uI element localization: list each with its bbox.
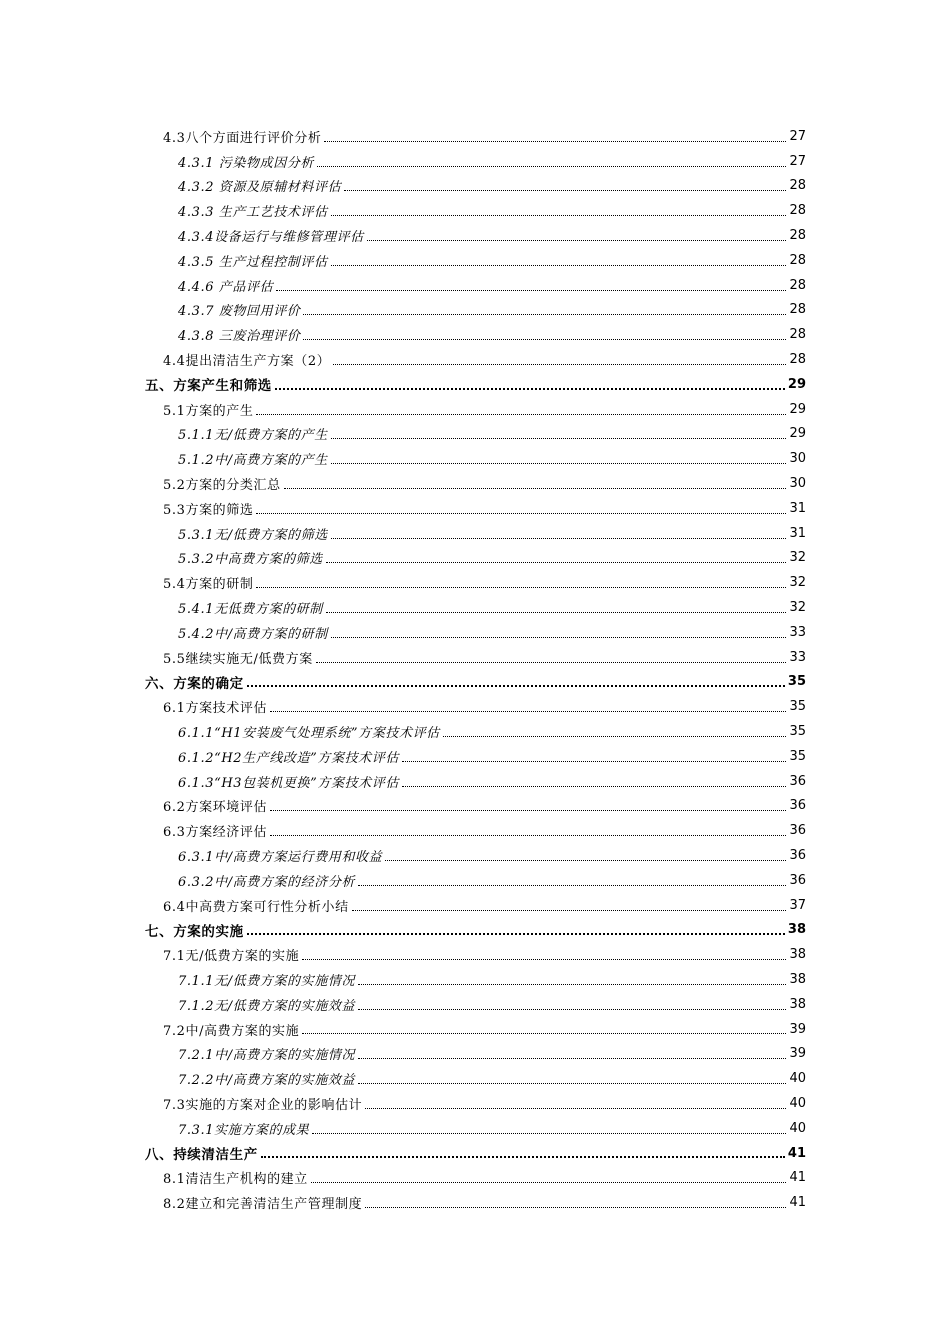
toc-page-number: 27	[789, 128, 806, 144]
toc-dot-leader	[358, 984, 786, 985]
toc-page-number: 36	[789, 773, 806, 789]
toc-dot-leader	[331, 463, 787, 464]
toc-dot-leader	[402, 786, 786, 787]
toc-page-number: 38	[789, 971, 806, 987]
toc-entry-title: 6.2方案环境评估	[163, 800, 268, 816]
toc-page-number: 28	[789, 203, 806, 219]
toc-page-number: 28	[789, 352, 806, 368]
toc-entry[interactable]	[0, 1141, 950, 1166]
toc-entry-title: 5.4.2中/高费方案的研制	[178, 626, 328, 642]
toc-dot-leader	[358, 1058, 786, 1059]
toc-entry[interactable]	[0, 248, 950, 273]
toc-page-number: 29	[789, 426, 806, 442]
toc-dot-leader	[303, 339, 786, 340]
toc-entry-title: 7.2.1中/高费方案的实施情况	[178, 1048, 356, 1064]
toc-entry[interactable]	[0, 521, 950, 546]
toc-entry[interactable]	[0, 1066, 950, 1091]
toc-entry-title: 6.4中高费方案可行性分析小结	[163, 899, 349, 915]
toc-page-number: 28	[789, 302, 806, 318]
toc-entry-title: 4.3.3 生产工艺技术评估	[178, 205, 328, 221]
toc-dot-leader	[344, 190, 786, 191]
toc-entry[interactable]	[0, 223, 950, 248]
toc-dot-leader	[302, 1033, 786, 1034]
toc-page-number: 31	[789, 500, 806, 516]
toc-entry[interactable]	[0, 843, 950, 868]
toc-entry[interactable]	[0, 174, 950, 199]
toc-entry[interactable]	[0, 298, 950, 323]
toc-entry[interactable]	[0, 1091, 950, 1116]
toc-page-number: 39	[789, 1046, 806, 1062]
toc-dot-leader	[352, 910, 787, 911]
toc-dot-leader	[270, 835, 786, 836]
toc-dot-leader	[261, 1156, 785, 1158]
toc-entry-title: 6.1方案技术评估	[163, 701, 268, 717]
toc-entry[interactable]	[0, 322, 950, 347]
toc-entry[interactable]	[0, 942, 950, 967]
toc-dot-leader	[443, 736, 787, 737]
toc-dot-leader	[276, 290, 786, 291]
toc-page-number: 38	[787, 922, 806, 938]
toc-dot-leader	[402, 761, 786, 762]
toc-entry[interactable]	[0, 124, 950, 149]
toc-entry[interactable]	[0, 719, 950, 744]
toc-dot-leader	[331, 215, 787, 216]
toc-entry-title: 4.3.7 废物回用评价	[178, 304, 301, 320]
toc-entry[interactable]	[0, 446, 950, 471]
toc-dot-leader	[256, 587, 786, 588]
toc-entry[interactable]	[0, 1165, 950, 1190]
toc-entry[interactable]	[0, 645, 950, 670]
toc-entry-title: 5.1.1无/低费方案的产生	[178, 428, 328, 444]
toc-entry-title: 5.2方案的分类汇总	[163, 478, 281, 494]
toc-dot-leader	[358, 885, 786, 886]
toc-entry-title: 4.3.1 污染物成因分析	[178, 155, 315, 171]
toc-page-number: 29	[787, 376, 806, 392]
toc-page-number: 36	[789, 823, 806, 839]
toc-dot-leader	[247, 685, 785, 687]
toc-page-number: 29	[789, 401, 806, 417]
toc-dot-leader	[365, 1207, 786, 1208]
toc-entry-title: 5.4方案的研制	[163, 577, 254, 593]
toc-page-number: 35	[789, 748, 806, 764]
toc-page-number: 41	[789, 1195, 806, 1211]
toc-entry[interactable]	[0, 372, 950, 397]
toc-entry[interactable]	[0, 397, 950, 422]
toc-entry[interactable]	[0, 967, 950, 992]
toc-entry[interactable]	[0, 1116, 950, 1141]
toc-entry-title: 4.3八个方面进行评价分析	[163, 130, 322, 146]
toc-dot-leader	[326, 562, 787, 563]
toc-dot-leader	[316, 662, 787, 663]
toc-entry-title: 六、方案的确定	[145, 675, 244, 692]
toc-page-number: 27	[789, 153, 806, 169]
toc-entry-title: 7.1.2无/低费方案的实施效益	[178, 998, 356, 1014]
toc-dot-leader	[326, 612, 787, 613]
toc-page-number: 35	[789, 724, 806, 740]
toc-entry[interactable]	[0, 198, 950, 223]
toc-entry-title: 6.3.2中/高费方案的经济分析	[178, 874, 356, 890]
toc-entry[interactable]	[0, 422, 950, 447]
toc-page-number: 33	[789, 649, 806, 665]
toc-entry-title: 4.3.4设备运行与维修管理评估	[178, 230, 364, 246]
toc-entry[interactable]	[0, 347, 950, 372]
toc-entry[interactable]	[0, 570, 950, 595]
toc-entry-title: 5.3方案的筛选	[163, 502, 254, 518]
toc-dot-leader	[275, 388, 785, 390]
toc-entry-title: 4.3.2 资源及原辅材料评估	[178, 180, 342, 196]
toc-dot-leader	[331, 265, 787, 266]
toc-dot-leader	[358, 1083, 786, 1084]
toc-entry-title: 4.4.6 产品评估	[178, 279, 274, 295]
toc-page-number: 38	[789, 996, 806, 1012]
toc-entry[interactable]	[0, 769, 950, 794]
toc-dot-leader	[312, 1133, 786, 1134]
toc-dot-leader	[367, 240, 787, 241]
toc-page-number: 36	[789, 872, 806, 888]
toc-dot-leader	[284, 488, 787, 489]
toc-entry-title: 5.1方案的产生	[163, 403, 254, 419]
toc-page-number: 36	[789, 798, 806, 814]
toc-page-number: 35	[787, 674, 806, 690]
toc-dot-leader	[331, 538, 787, 539]
toc-entry[interactable]	[0, 818, 950, 843]
toc-page-number: 28	[789, 327, 806, 343]
toc-page-number: 40	[789, 1095, 806, 1111]
toc-entry-title: 4.4提出清洁生产方案（2）	[163, 354, 331, 370]
toc-entry[interactable]	[0, 893, 950, 918]
toc-entry-title: 五、方案产生和筛选	[145, 378, 272, 395]
toc-entry-title: 7.3.1实施方案的成果	[178, 1122, 310, 1138]
toc-entry-title: 5.5继续实施无/低费方案	[163, 651, 313, 667]
toc-page-number: 32	[789, 575, 806, 591]
toc-entry[interactable]	[0, 273, 950, 298]
toc-page-number: 40	[789, 1120, 806, 1136]
toc-page-number: 37	[789, 897, 806, 913]
toc-entry-title: 6.3.1中/高费方案运行费用和收益	[178, 850, 383, 865]
toc-dot-leader	[270, 711, 786, 712]
toc-entry-title: 5.3.1无/低费方案的筛选	[178, 527, 328, 543]
table-of-contents	[0, 124, 950, 1215]
toc-page-number: 30	[789, 451, 806, 467]
toc-page-number: 36	[789, 848, 806, 863]
toc-dot-leader	[324, 141, 786, 142]
toc-page-number: 41	[789, 1170, 806, 1186]
toc-page-number: 31	[789, 525, 806, 541]
toc-entry-title: 7.2.2中/高费方案的实施效益	[178, 1073, 356, 1089]
toc-entry[interactable]	[0, 918, 950, 943]
toc-entry-title: 7.1.1无/低费方案的实施情况	[178, 973, 356, 989]
toc-page-number: 28	[789, 228, 806, 244]
toc-entry[interactable]	[0, 595, 950, 620]
toc-entry-title: 4.3.8 三废治理评价	[178, 329, 301, 345]
toc-dot-leader	[270, 810, 786, 811]
toc-page-number: 41	[787, 1145, 806, 1161]
toc-entry-title: 七、方案的实施	[145, 923, 244, 940]
toc-entry-title: 8.2建立和完善清洁生产管理制度	[163, 1197, 363, 1213]
toc-entry[interactable]	[0, 794, 950, 819]
toc-entry-title: 4.3.5 生产过程控制评估	[178, 254, 328, 270]
toc-entry[interactable]	[0, 1017, 950, 1042]
toc-entry-title: 6.3方案经济评估	[163, 825, 268, 841]
toc-page-number: 33	[789, 624, 806, 640]
toc-entry-title: 7.1无/低费方案的实施	[163, 949, 300, 965]
toc-entry[interactable]	[0, 149, 950, 174]
toc-page-number: 32	[789, 550, 806, 566]
toc-entry-title: 7.2中/高费方案的实施	[163, 1023, 300, 1039]
toc-entry-title: 5.4.1无低费方案的研制	[178, 602, 323, 618]
toc-entry[interactable]	[0, 1190, 950, 1215]
toc-entry[interactable]	[0, 992, 950, 1017]
toc-entry-title: 6.1.1“H1安装废气处理系统”方案技术评估	[178, 726, 440, 742]
toc-entry[interactable]	[0, 496, 950, 521]
toc-entry[interactable]	[0, 694, 950, 719]
toc-dot-leader	[302, 959, 786, 960]
toc-page-number: 30	[789, 476, 806, 492]
toc-entry-title: 8.1清洁生产机构的建立	[163, 1172, 308, 1188]
toc-dot-leader	[365, 1108, 786, 1109]
toc-entry[interactable]	[0, 546, 950, 571]
toc-dot-leader	[358, 1009, 786, 1010]
toc-page-number: 28	[789, 252, 806, 268]
toc-dot-leader	[247, 933, 785, 935]
toc-entry[interactable]	[0, 471, 950, 496]
toc-dot-leader	[333, 364, 786, 365]
toc-page-number: 38	[789, 947, 806, 963]
toc-dot-leader	[331, 637, 787, 638]
toc-entry-title: 5.3.2中高费方案的筛选	[178, 552, 323, 568]
toc-entry[interactable]	[0, 1041, 950, 1066]
toc-dot-leader	[317, 166, 786, 167]
toc-dot-leader	[311, 1182, 787, 1183]
toc-entry[interactable]	[0, 670, 950, 695]
toc-dot-leader	[256, 414, 786, 415]
toc-entry[interactable]	[0, 868, 950, 893]
toc-page-number: 40	[789, 1071, 806, 1087]
toc-dot-leader	[256, 513, 786, 514]
toc-dot-leader	[303, 314, 786, 315]
toc-entry[interactable]	[0, 620, 950, 645]
toc-entry[interactable]	[0, 744, 950, 769]
toc-page-number: 35	[789, 699, 806, 715]
toc-entry-title: 6.1.3“H3包装机更换”方案技术评估	[178, 775, 399, 791]
toc-page-number: 32	[789, 600, 806, 616]
toc-dot-leader	[385, 860, 786, 861]
toc-entry-title: 6.1.2“H2生产线改造”方案技术评估	[178, 750, 399, 766]
toc-page-number: 28	[789, 277, 806, 293]
toc-entry-title: 八、持续清洁生产	[145, 1147, 258, 1164]
toc-page-number: 28	[789, 178, 806, 194]
toc-dot-leader	[331, 438, 787, 439]
toc-entry-title: 7.3实施的方案对企业的影响估计	[163, 1097, 363, 1113]
toc-entry-title: 5.1.2中/高费方案的产生	[178, 453, 328, 469]
toc-page-number: 39	[789, 1021, 806, 1037]
